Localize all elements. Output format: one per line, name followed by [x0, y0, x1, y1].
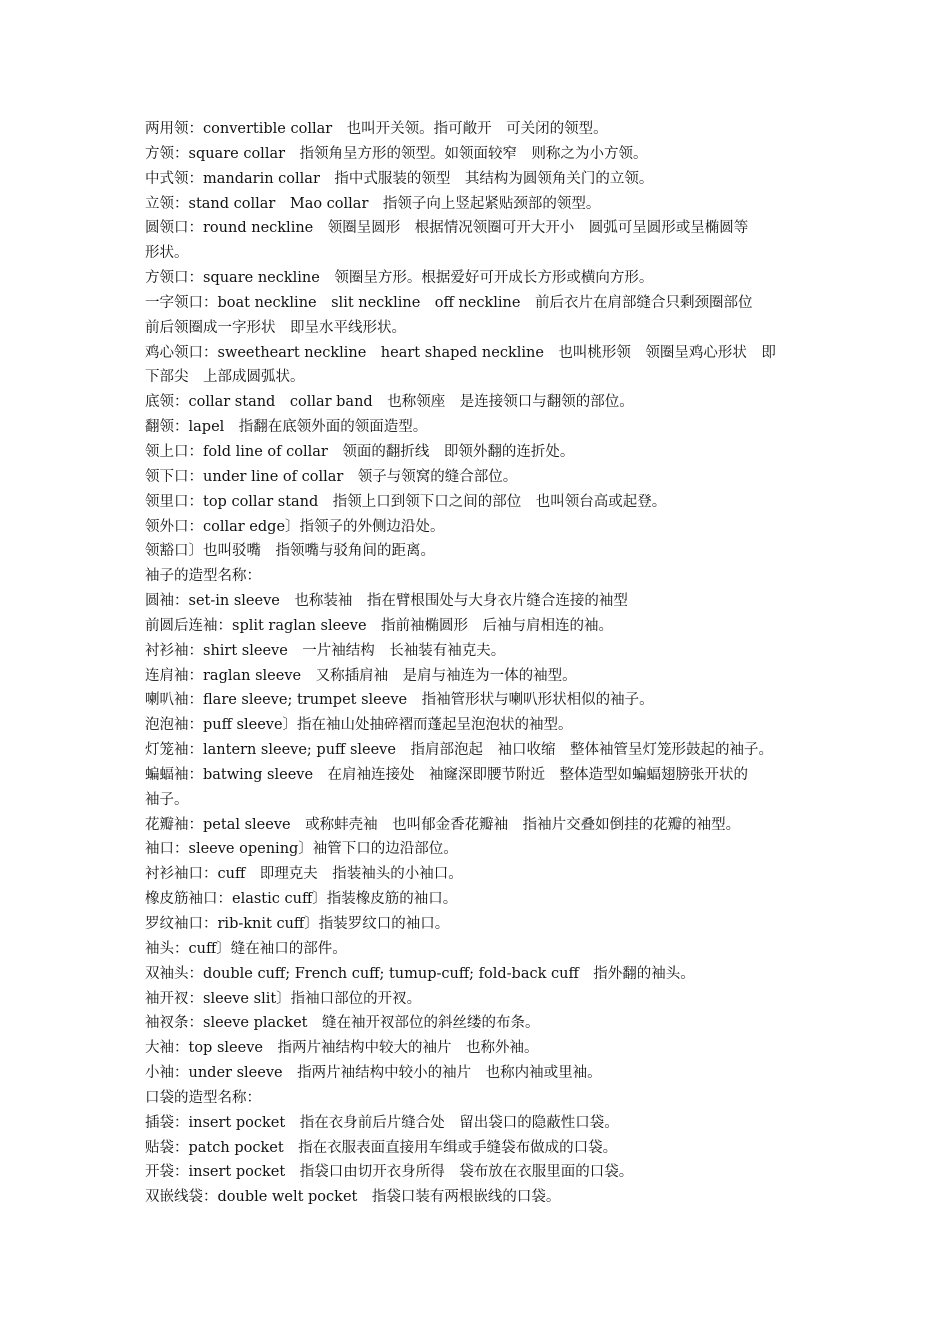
text-line: 双袖头：double cuff; French cuff; tumup-cuff; fold-back cuff 指外翻的袖头。 — [145, 965, 695, 982]
text-line: 袖子的造型名称： — [145, 568, 261, 585]
text-line: 泡泡袖：puff sleeve〕指在袖山处抽碎褶而蓬起呈泡泡状的袖型。 — [145, 717, 573, 734]
text-line: 插袋：insert pocket 指在衣身前后片缝合处 留出袋口的隐蔽性口袋。 — [145, 1114, 619, 1131]
document-page — [145, 117, 810, 1210]
text-line: 前后领圈成一字形状 即呈水平线形状。 — [145, 319, 406, 336]
text-line: 立领：stand collar Mao collar 指领子向上竖起紧贴颈部的领型。 — [145, 195, 601, 212]
text-line: 灯笼袖：lantern sleeve; puff sleeve 指肩部泡起 袖口收缩 整体袖管呈灯笼形鼓起的袖子。 — [145, 742, 773, 759]
text-line: 口袋的造型名称： — [145, 1089, 261, 1106]
text-line: 袖头：cuff〕缝在袖口的部件。 — [145, 940, 347, 957]
text-line: 两用领：convertible collar 也叫开关领。指可敞开 可关闭的领型。 — [145, 121, 608, 137]
text-line: 衬衫袖口：cuff 即理克夫 指装袖头的小袖口。 — [145, 866, 463, 883]
text-line: 双嵌线袋：double welt pocket 指袋口装有两根嵌线的口袋。 — [145, 1189, 561, 1206]
text-line: 领里口：top collar stand 指领上口到领下口之间的部位 也叫领台高或起登。 — [145, 493, 667, 510]
text-line: 领下口：under line of collar 领子与领窝的缝合部位。 — [145, 468, 518, 485]
text-line: 鸡心领口：sweetheart neckline heart shaped neckline 也叫桃形领 领圈呈鸡心形状 即 — [145, 344, 776, 361]
text-line: 方领口：square neckline 领圈呈方形。根据爱好可开成长方形或横向方形。 — [145, 270, 654, 287]
text-line: 方领：square collar 指领角呈方形的领型。如领面较窄 则称之为小方领。 — [145, 145, 648, 162]
text-line: 罗纹袖口：rib-knit cuff〕指装罗纹口的袖口。 — [145, 916, 450, 932]
text-line: 袖口：sleeve opening〕袖管下口的边沿部位。 — [145, 841, 458, 858]
text-line: 蝙蝠袖：batwing sleeve 在肩袖连接处 袖窿深即腰节附近 整体造型如蝙蝠翅膀张开状的 — [145, 766, 749, 783]
text-line: 连肩袖：raglan sleeve 又称插肩袖 是肩与袖连为一体的袖型。 — [145, 667, 577, 684]
text-line: 领上口：fold line of collar 领面的翻折线 即领外翻的连折处。 — [145, 443, 575, 460]
text-line: 领外口：collar edge〕指领子的外侧边沿处。 — [145, 518, 445, 535]
text-line: 翻领：lapel 指翻在底领外面的领面造型。 — [145, 419, 428, 436]
text-line: 领豁口〕也叫驳嘴 指领嘴与驳角间的距离。 — [145, 543, 435, 560]
text-line: 形状。 — [145, 245, 189, 262]
text-line: 袖衩条：sleeve placket 缝在袖开衩部位的斜丝缕的布条。 — [145, 1015, 540, 1032]
text-line: 袖子。 — [145, 791, 189, 808]
text-line: 小袖：under sleeve 指两片袖结构中较小的袖片 也称内袖或里袖。 — [145, 1065, 602, 1082]
text-line: 前圆后连袖：split raglan sleeve 指前袖椭圆形 后袖与肩相连的袖。 — [145, 617, 614, 634]
text-line: 贴袋：patch pocket 指在衣服表面直接用车缉或手缝袋布做成的口袋。 — [145, 1139, 618, 1156]
text-line: 底领：collar stand collar band 也称领座 是连接领口与翻领的部位。 — [145, 394, 634, 411]
text-line: 下部尖 上部成圆弧状。 — [145, 369, 305, 386]
text-line: 圆领口：round neckline 领圈呈圆形 根据情况领圈可开大开小 圆弧可呈圆形或呈椭圆等 — [145, 220, 749, 237]
text-line: 衬衫袖：shirt sleeve 一片袖结构 长袖装有袖克夫。 — [145, 642, 506, 659]
text-line: 花瓣袖：petal sleeve 或称蚌壳袖 也叫郁金香花瓣袖 指袖片交叠如倒挂的花瓣的袖型。 — [145, 816, 741, 833]
text-line: 大袖：top sleeve 指两片袖结构中较大的袖片 也称外袖。 — [145, 1040, 539, 1057]
text-line: 喇叭袖：flare sleeve; trumpet sleeve 指袖管形状与喇叭形状相似的袖子。 — [145, 692, 654, 709]
text-line: 开袋：insert pocket 指袋口由切开衣身所得 袋布放在衣服里面的口袋。 — [145, 1164, 634, 1181]
text-line: 中式领：mandarin collar 指中式服装的领型 其结构为圆领角关门的立领。 — [145, 170, 654, 187]
text-line: 袖开衩：sleeve slit〕指袖口部位的开衩。 — [145, 990, 422, 1007]
text-line: 橡皮筋袖口：elastic cuff〕指装橡皮筋的袖口。 — [145, 891, 458, 908]
text-line: 圆袖：set-in sleeve 也称装袖 指在臂根围处与大身衣片缝合连接的袖型 — [145, 593, 628, 610]
text-line: 一字领口：boat neckline slit neckline off neckline 前后衣片在肩部缝合只剩颈圈部位 — [145, 294, 753, 311]
